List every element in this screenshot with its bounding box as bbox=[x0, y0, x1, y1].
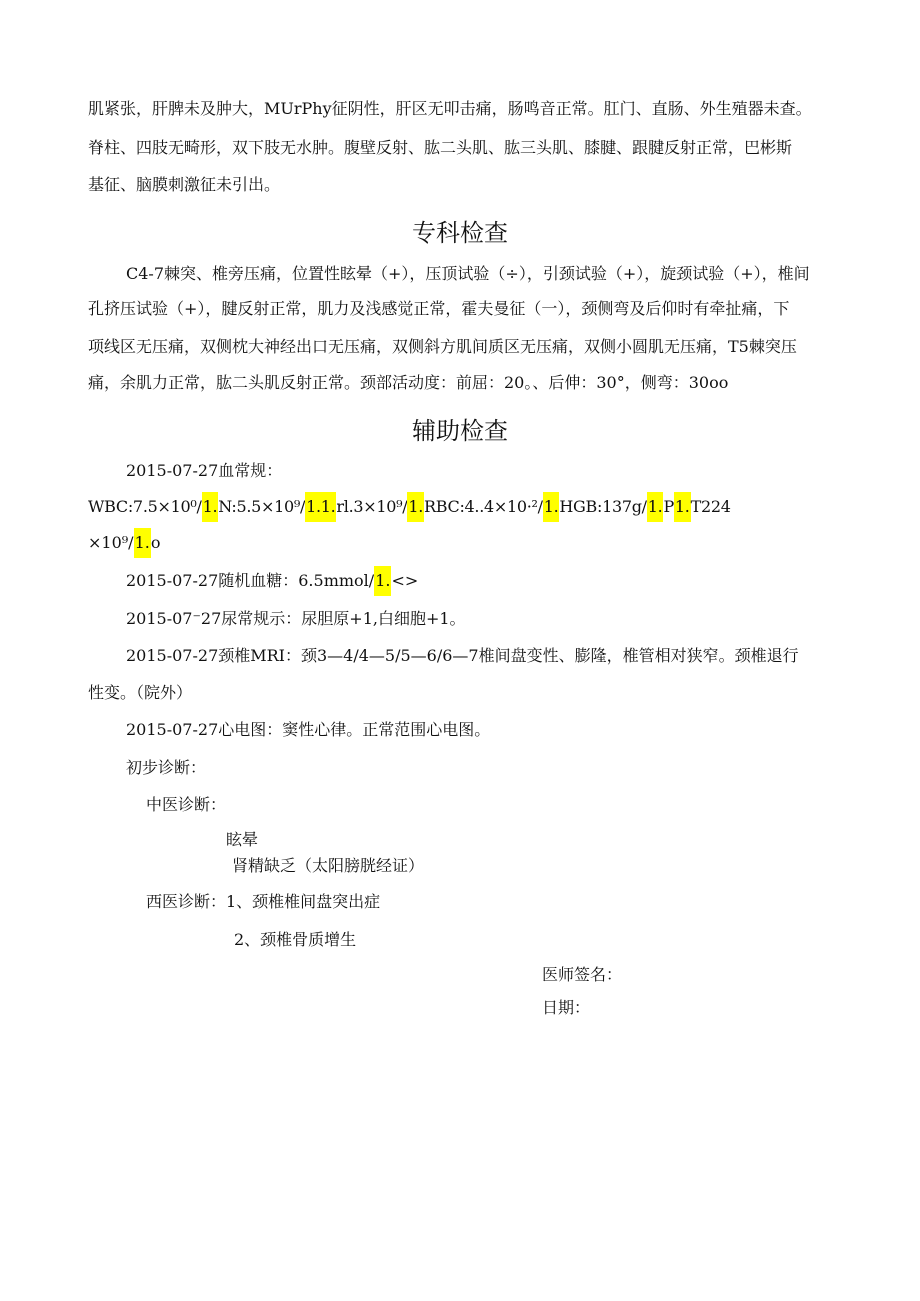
highlight-mark: 1. bbox=[674, 492, 691, 522]
physical-exam-line-2: 脊柱、四肢无畸形，双下肢无水肿。腹壁反射、肱二头肌、肱三头肌、膝腱、跟腱反射正常，巴彬斯 bbox=[88, 138, 793, 157]
blood-text-rbc: RBC:4..4×10·²/ bbox=[424, 497, 543, 516]
blood-text-hgb: HGB:137g/ bbox=[559, 497, 647, 516]
highlight-mark: 1. bbox=[647, 492, 664, 522]
blood-glucose-line bbox=[126, 566, 418, 596]
highlight-mark: 1. bbox=[543, 492, 560, 522]
blood-routine-line-2 bbox=[88, 528, 160, 558]
blood-routine-title: 2015-07-27血常规： bbox=[126, 461, 283, 480]
blood-text-l: rl.3×10⁹/ bbox=[336, 497, 408, 516]
physical-exam-line-1: 肌紧张，肝脾未及肿大，MUrPhy征阴性，肝区无叩击痛，肠鸣音正常。肛门、直肠、外生殖器未查。 bbox=[88, 99, 812, 118]
blood-text-t: T224 bbox=[690, 497, 731, 516]
tcm-diagnosis-item-1: 眩晕 bbox=[226, 830, 259, 849]
mri-line-1: 2015-07-27颈椎MRI：颈3—4/4—5/5—6/6—7椎间盘变性、膨隆，椎管相对狭窄。颈椎退行 bbox=[126, 646, 799, 665]
tcm-diagnosis-label: 中医诊断： bbox=[146, 795, 227, 814]
specialist-line-2: 孔挤压试验（+），腱反射正常，肌力及浅感觉正常，霍夫曼征（一），颈侧弯及后仰时有牵扯痛，下 bbox=[88, 299, 790, 318]
specialist-line-4: 痛，余肌力正常，肱二头肌反射正常。颈部活动度：前屈：20。、后伸：30°，侧弯：30oo bbox=[88, 373, 729, 392]
auxiliary-exam-heading: 辅助检查 bbox=[412, 417, 508, 445]
highlight-mark: 1. bbox=[407, 492, 424, 522]
highlight-mark: 1.1. bbox=[305, 492, 336, 522]
ecg-line: 2015-07-27心电图：窦性心律。正常范围心电图。 bbox=[126, 720, 491, 739]
tcm-diagnosis-item-2: 肾精缺乏（太阳膀胱经证） bbox=[232, 856, 425, 875]
glucose-text-end: <> bbox=[391, 571, 419, 590]
initial-diagnosis-label: 初步诊断： bbox=[126, 758, 207, 777]
physical-exam-line-3: 基征、脑膜刺激征未引出。 bbox=[88, 175, 281, 194]
mri-line-2: 性变。（院外） bbox=[88, 683, 193, 702]
highlight-mark: 1. bbox=[134, 528, 151, 558]
urine-routine-line: 2015-07⁻27尿常规示：尿胆原+1,白细胞+1。 bbox=[126, 609, 466, 628]
specialist-line-3: 项线区无压痛，双侧枕大神经出口无压痛，双侧斜方肌间质区无压痛，双侧小圆肌无压痛，T5棘突压 bbox=[88, 337, 797, 356]
blood-text-end: o bbox=[150, 533, 161, 552]
western-diagnosis-line-1: 西医诊断：1、颈椎椎间盘突出症 bbox=[146, 892, 381, 911]
highlight-mark: 1. bbox=[374, 566, 391, 596]
signature-date-label: 日期： bbox=[542, 998, 591, 1017]
highlight-mark: 1. bbox=[202, 492, 219, 522]
western-diagnosis-line-2: 2、颈椎骨质增生 bbox=[234, 930, 357, 949]
glucose-text: 2015-07-27随机血糖：6.5mmol/ bbox=[126, 571, 375, 590]
blood-text-wbc: WBC:7.5×10⁰/ bbox=[88, 497, 202, 516]
blood-text-n: N:5.5×10⁹/ bbox=[218, 497, 306, 516]
specialist-exam-heading: 专科检查 bbox=[412, 219, 508, 247]
blood-text-p: P bbox=[663, 497, 674, 516]
specialist-line-1: C4-7棘突、椎旁压痛，位置性眩晕（+），压顶试验（÷），引颈试验（+），旋颈试验（+），椎间 bbox=[126, 264, 810, 283]
doctor-signature-label: 医师签名： bbox=[542, 965, 623, 984]
blood-routine-line-1 bbox=[88, 492, 731, 522]
blood-text-plt-unit: ×10⁹/ bbox=[88, 533, 134, 552]
